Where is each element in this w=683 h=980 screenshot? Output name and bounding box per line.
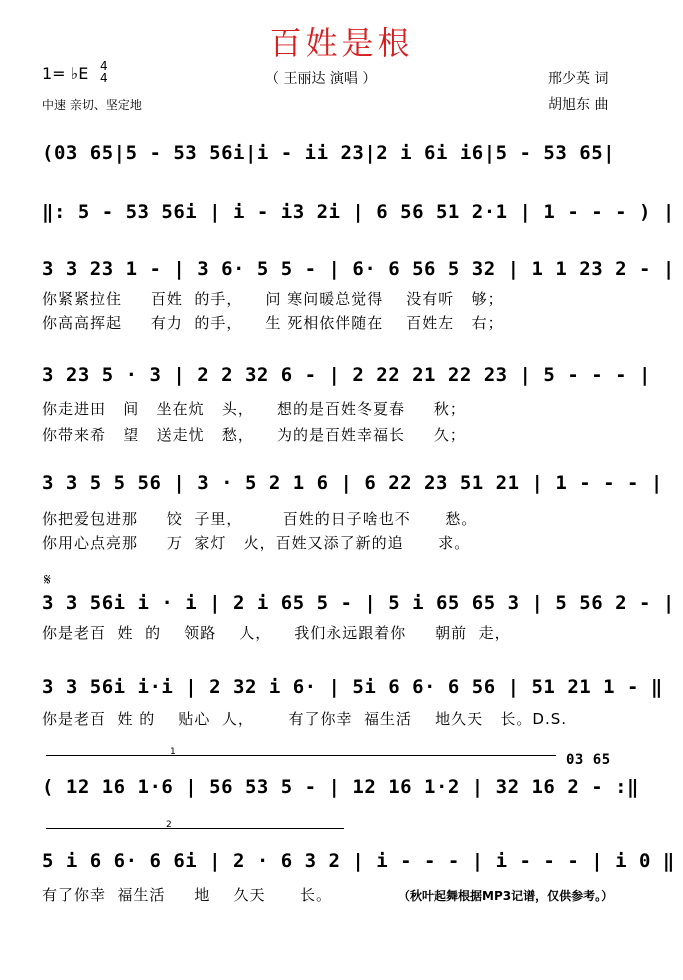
volta-bracket-1: [46, 755, 556, 756]
lyric-line: 你是老百 姓 的 领路 人， 我们永远跟着你 朝前 走，: [42, 624, 511, 642]
notes: 3 3 5 5 56 | 3 · 5 2 1 6 | 6 22 23 51 21 | 1 - - - |: [42, 472, 663, 494]
notes: (03 65|5 - 53 56i|i - ii 23|2 i 6i i6|5 - 53 65|: [42, 142, 616, 164]
lyric-line: 你带来希 望 送走忧 愁， 为的是百姓幸福长 久；: [42, 426, 466, 444]
key-signature: 1= ♭E: [42, 64, 89, 83]
notes: ( 12 16 1·6 | 56 53 5 - | 12 16 1·2 | 32 16 2 - :‖: [42, 776, 639, 798]
lyric-line: 你是老百 姓 的 贴心 人， 有了你幸 福生活 地久天 长。D.S.: [42, 710, 568, 728]
score-row-6: [42, 592, 675, 616]
volta-bracket-2: [46, 828, 344, 829]
volta-number-1: 1: [170, 747, 176, 757]
score-row-1: [42, 142, 644, 166]
time-signature: [100, 60, 108, 84]
transcription-credit: （秋叶起舞根据MP3记谱，仅供参考。）: [398, 889, 614, 903]
score-row-8: [42, 776, 644, 800]
lyric-line: 你紧紧拉住 百姓 的手， 问 寒问暖总觉得 没有听 够；: [42, 290, 504, 308]
score-row-9: [42, 850, 675, 874]
lyric-line: 你用心点亮那 万 家灯 火，百姓又添了新的追 求。: [42, 534, 471, 552]
score-row-5: [42, 472, 663, 496]
lyric-line: 你走进田 间 坐在炕 头， 想的是百姓冬夏春 秋；: [42, 400, 466, 418]
composer-credit: 胡旭东 曲: [548, 97, 609, 113]
segno-sign: 𝄋: [44, 570, 51, 589]
lyric-line: 你把爱包进那 饺 子里， 百姓的日子啥也不 愁。: [42, 510, 478, 528]
notes: 3 3 56i i·i | 2 32 i 6· | 5i 6 6· 6 56 | 51 21 1 - ‖: [42, 676, 663, 698]
time-top: 4: [100, 59, 108, 73]
singer-credit: （ 王丽达 演唱 ）: [265, 71, 377, 87]
ending-notes: 03 65: [566, 752, 611, 768]
notes: 3 23 5 · 3 | 2 2 32 6 - | 2 22 21 22 23 | 5 - - - |: [42, 364, 651, 386]
notes: 3 3 23 1 - | 3 6· 5 5 - | 6· 6 56 5 32 | 1 1 23 2 - |: [42, 258, 675, 280]
tempo-marking: 中速 亲切、坚定地: [42, 98, 142, 112]
song-title: 百姓是根: [269, 24, 414, 62]
score-row-4: [42, 364, 651, 388]
notes: ‖: 5 - 53 56i | i - i3 2i | 6 56 51 2·1 | 1 - - - ) |: [42, 201, 675, 223]
notes: 5 i 6 6· 6 6i | 2 · 6 3 2 | i - - - | i - - - | i 0 ‖: [42, 850, 675, 872]
lyricist-credit: 邢少英 词: [548, 71, 609, 87]
time-bottom: 4: [100, 71, 108, 85]
score-row-7: [42, 676, 663, 700]
notes: 3 3 56i i · i | 2 i 65 5 - | 5 i 65 65 3 | 5 56 2 - |: [42, 592, 675, 614]
score-row-3: [42, 258, 675, 282]
volta-number-2: 2: [166, 820, 172, 830]
score-row-2: [42, 201, 675, 225]
lyric-line: 有了你幸 福生活 地 久天 长。: [42, 886, 333, 904]
lyric-line: 你高高挥起 有力 的手， 生 死相依伴随在 百姓左 右；: [42, 314, 504, 332]
